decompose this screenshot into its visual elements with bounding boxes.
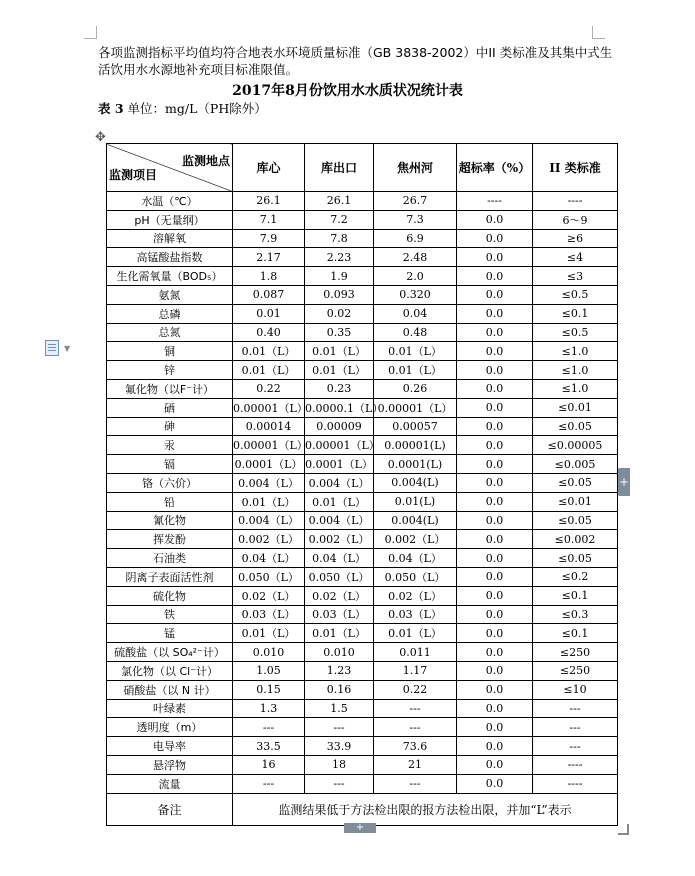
value-cell: ≤0.2: [533, 567, 618, 586]
item-cell: 硒: [107, 398, 233, 417]
value-cell: 0.0: [457, 643, 533, 662]
table-row: [107, 492, 618, 511]
value-cell: 0.01: [233, 304, 305, 323]
value-cell: 2.17: [233, 248, 305, 267]
value-cell: ≤0.1: [533, 304, 618, 323]
item-cell: 氨氮: [107, 285, 233, 304]
value-cell: 2.48: [374, 248, 457, 267]
value-cell: 0.0: [457, 699, 533, 718]
value-cell: 0.0: [457, 530, 533, 549]
item-cell: 水温（℃）: [107, 192, 233, 211]
value-cell: 0.26: [374, 379, 457, 398]
table-row: [107, 774, 618, 793]
item-cell: 悬浮物: [107, 755, 233, 774]
table-row: [107, 586, 618, 605]
item-cell: 铜: [107, 342, 233, 361]
item-cell: 砷: [107, 417, 233, 436]
table-row: [107, 473, 618, 492]
value-cell: 0.01（L）: [374, 361, 457, 380]
site-header-label: 监测地点: [181, 154, 230, 168]
value-cell: 0.03（L）: [233, 605, 305, 624]
value-cell: 0.01（L）: [233, 624, 305, 643]
caption-unit: 单位：mg/L（PH除外）: [127, 101, 267, 116]
value-cell: ----: [533, 192, 618, 211]
value-cell: 0.00001(L): [374, 436, 457, 455]
value-cell: 26.1: [233, 192, 305, 211]
value-cell: 0.0: [457, 267, 533, 286]
table-row: [107, 210, 618, 229]
caption-label: 表 3: [98, 101, 124, 116]
add-row-icon[interactable]: +: [344, 823, 376, 833]
table-row: [107, 248, 618, 267]
item-cell: 流量: [107, 774, 233, 793]
item-cell: 挥发酚: [107, 530, 233, 549]
item-cell: pH（无量纲）: [107, 210, 233, 229]
value-cell: 0.0001(L): [374, 455, 457, 474]
value-cell: 0.0: [457, 586, 533, 605]
item-cell: 硫酸盐（以 SO₄²⁻计）: [107, 643, 233, 662]
value-cell: 0.00001（L）: [233, 398, 305, 417]
value-cell: 1.23: [305, 661, 374, 680]
value-cell: 0.02（L）: [374, 586, 457, 605]
item-cell: 硫化物: [107, 586, 233, 605]
value-cell: 0.0: [457, 549, 533, 568]
value-cell: 1.17: [374, 661, 457, 680]
value-cell: 0.01（L）: [305, 361, 374, 380]
table-row: [107, 379, 618, 398]
value-cell: 0.00009: [305, 417, 374, 436]
table-row: [107, 755, 618, 774]
value-cell: 0.0: [457, 398, 533, 417]
table-row: [107, 267, 618, 286]
value-cell: 0.01（L）: [305, 492, 374, 511]
value-cell: 1.9: [305, 267, 374, 286]
value-cell: 0.0: [457, 473, 533, 492]
value-cell: ≤10: [533, 680, 618, 699]
value-cell: 0.01（L）: [374, 342, 457, 361]
value-cell: ---: [305, 774, 374, 793]
value-cell: ---: [533, 718, 618, 737]
value-cell: ----: [533, 755, 618, 774]
table-row: [107, 304, 618, 323]
value-cell: 7.1: [233, 210, 305, 229]
value-cell: 0.23: [305, 379, 374, 398]
value-cell: 0.02（L）: [305, 586, 374, 605]
value-cell: 0.002（L）: [374, 530, 457, 549]
value-cell: ----: [533, 774, 618, 793]
value-cell: 7.8: [305, 229, 374, 248]
value-cell: ≤0.005: [533, 455, 618, 474]
table-row: [107, 680, 618, 699]
value-cell: 0.004（L）: [305, 511, 374, 530]
value-cell: 0.03（L）: [305, 605, 374, 624]
value-cell: 0.0: [457, 379, 533, 398]
value-cell: ≤0.002: [533, 530, 618, 549]
value-cell: 73.6: [374, 737, 457, 756]
value-cell: 33.5: [233, 737, 305, 756]
value-cell: 16: [233, 755, 305, 774]
value-cell: ---: [533, 737, 618, 756]
note-text: 监测结果低于方法检出限的报方法检出限，并加“L”表示: [233, 793, 618, 825]
item-cell: 阴离子表面活性剂: [107, 567, 233, 586]
value-cell: 0.0: [457, 323, 533, 342]
item-cell: 总磷: [107, 304, 233, 323]
value-cell: 0.0: [457, 436, 533, 455]
value-cell: 0.04（L）: [305, 549, 374, 568]
value-cell: 0.002（L）: [233, 530, 305, 549]
value-cell: ≤0.5: [533, 285, 618, 304]
value-cell: ≤0.00005: [533, 436, 618, 455]
value-cell: ≤0.05: [533, 549, 618, 568]
value-cell: 0.00001（L）: [233, 436, 305, 455]
value-cell: 0.22: [374, 680, 457, 699]
table-row: [107, 605, 618, 624]
value-cell: 0.0: [457, 755, 533, 774]
value-cell: 1.5: [305, 699, 374, 718]
value-cell: 0.320: [374, 285, 457, 304]
value-cell: ---: [374, 718, 457, 737]
value-cell: 0.004（L）: [233, 511, 305, 530]
value-cell: 0.0: [457, 605, 533, 624]
value-cell: 0.01（L）: [233, 492, 305, 511]
table-row: [107, 361, 618, 380]
chevron-down-icon[interactable]: ▼: [64, 344, 71, 353]
value-cell: 0.0: [457, 661, 533, 680]
value-cell: ≤0.1: [533, 586, 618, 605]
table-header-row: [107, 144, 618, 192]
table-row: [107, 699, 618, 718]
item-cell: 氯化物（以 Cl⁻计）: [107, 661, 233, 680]
value-cell: ≤0.05: [533, 473, 618, 492]
item-cell: 汞: [107, 436, 233, 455]
value-cell: 0.0: [457, 361, 533, 380]
table-row: [107, 455, 618, 474]
value-cell: ≤1.0: [533, 379, 618, 398]
column-header: 焦州河: [374, 144, 457, 192]
value-cell: 0.15: [233, 680, 305, 699]
value-cell: 0.0001（L）: [305, 455, 374, 474]
value-cell: 0.010: [305, 643, 374, 662]
value-cell: 0.0: [457, 492, 533, 511]
value-cell: ≤250: [533, 661, 618, 680]
value-cell: 6.9: [374, 229, 457, 248]
value-cell: 0.004（L）: [305, 473, 374, 492]
value-cell: ---: [533, 699, 618, 718]
item-header-label: 监测项目: [109, 168, 158, 182]
table-row: [107, 285, 618, 304]
value-cell: 7.9: [233, 229, 305, 248]
value-cell: 0.01（L）: [233, 342, 305, 361]
value-cell: 0.0: [457, 210, 533, 229]
value-cell: ≤0.01: [533, 492, 618, 511]
value-cell: 33.9: [305, 737, 374, 756]
value-cell: 0.00001（L）: [374, 398, 457, 417]
value-cell: ---: [374, 699, 457, 718]
item-cell: 铁: [107, 605, 233, 624]
value-cell: ---: [374, 774, 457, 793]
table-row: [107, 718, 618, 737]
value-cell: 7.2: [305, 210, 374, 229]
value-cell: 0.04（L）: [374, 549, 457, 568]
value-cell: 0.01(L): [374, 492, 457, 511]
value-cell: 0.00001（L）: [305, 436, 374, 455]
item-cell: 镉: [107, 455, 233, 474]
table-caption: [98, 99, 267, 117]
value-cell: 0.004（L）: [233, 473, 305, 492]
value-cell: 0.093: [305, 285, 374, 304]
table-row: [107, 643, 618, 662]
item-cell: 生化需氧量（BOD₅）: [107, 267, 233, 286]
table-row: [107, 342, 618, 361]
value-cell: 0.050（L）: [374, 567, 457, 586]
value-cell: 0.004(L): [374, 511, 457, 530]
value-cell: ≥6: [533, 229, 618, 248]
value-cell: 0.0: [457, 774, 533, 793]
table-row: [107, 229, 618, 248]
item-cell: 铬（六价）: [107, 473, 233, 492]
table-row: [107, 417, 618, 436]
value-cell: ---: [233, 718, 305, 737]
value-cell: 0.0: [457, 417, 533, 436]
value-cell: 26.7: [374, 192, 457, 211]
value-cell: 0.0: [457, 248, 533, 267]
column-header: 超标率（%）: [457, 144, 533, 192]
table-row: [107, 567, 618, 586]
value-cell: 0.0: [457, 229, 533, 248]
item-cell: 锌: [107, 361, 233, 380]
value-cell: 0.011: [374, 643, 457, 662]
value-cell: 0.04（L）: [233, 549, 305, 568]
diagonal-header-cell: [107, 144, 233, 192]
column-header: II 类标准: [533, 144, 618, 192]
value-cell: ≤0.3: [533, 605, 618, 624]
value-cell: 21: [374, 755, 457, 774]
value-cell: ---: [233, 774, 305, 793]
value-cell: ≤0.05: [533, 417, 618, 436]
value-cell: ≤0.5: [533, 323, 618, 342]
value-cell: 0.010: [233, 643, 305, 662]
value-cell: 0.01（L）: [233, 361, 305, 380]
value-cell: 0.01（L）: [305, 624, 374, 643]
value-cell: 0.48: [374, 323, 457, 342]
table-row: [107, 624, 618, 643]
value-cell: 0.02: [305, 304, 374, 323]
value-cell: 0.0: [457, 718, 533, 737]
value-cell: 0.35: [305, 323, 374, 342]
value-cell: 0.01（L）: [305, 342, 374, 361]
value-cell: 0.087: [233, 285, 305, 304]
value-cell: 0.00057: [374, 417, 457, 436]
value-cell: ≤0.01: [533, 398, 618, 417]
table-row: [107, 436, 618, 455]
value-cell: 0.02（L）: [233, 586, 305, 605]
value-cell: 0.050（L）: [305, 567, 374, 586]
value-cell: 1.3: [233, 699, 305, 718]
value-cell: 26.1: [305, 192, 374, 211]
table-row: [107, 511, 618, 530]
value-cell: 0.0: [457, 737, 533, 756]
column-header: 库出口: [305, 144, 374, 192]
value-cell: ---: [305, 718, 374, 737]
value-cell: ≤1.0: [533, 361, 618, 380]
value-cell: 0.0: [457, 567, 533, 586]
value-cell: 1.05: [233, 661, 305, 680]
table-row: [107, 192, 618, 211]
value-cell: 2.0: [374, 267, 457, 286]
value-cell: 0.004(L): [374, 473, 457, 492]
value-cell: ≤250: [533, 643, 618, 662]
table-move-icon[interactable]: ✥: [95, 130, 106, 145]
table-row: [107, 398, 618, 417]
note-row: [107, 793, 618, 825]
water-quality-table: [106, 143, 618, 826]
value-cell: 0.0: [457, 455, 533, 474]
value-cell: 1.8: [233, 267, 305, 286]
intro-paragraph: 各项监测指标平均值均符合地表水环境质量标准（GB 3838-2002）中II 类标准及其集中式生活饮用水水源地补充项目标准限值。: [98, 45, 613, 77]
value-cell: 0.002（L）: [305, 530, 374, 549]
value-cell: 0.0000.1（L）: [305, 398, 374, 417]
value-cell: 0.40: [233, 323, 305, 342]
table-row: [107, 549, 618, 568]
value-cell: 0.00014: [233, 417, 305, 436]
value-cell: 7.3: [374, 210, 457, 229]
table-row: [107, 661, 618, 680]
item-cell: 氰化物: [107, 511, 233, 530]
value-cell: ≤4: [533, 248, 618, 267]
value-cell: 0.0: [457, 624, 533, 643]
value-cell: 2.23: [305, 248, 374, 267]
item-cell: 高锰酸盐指数: [107, 248, 233, 267]
item-cell: 溶解氧: [107, 229, 233, 248]
value-cell: 0.16: [305, 680, 374, 699]
value-cell: ----: [457, 192, 533, 211]
item-cell: 电导率: [107, 737, 233, 756]
value-cell: 0.0: [457, 511, 533, 530]
item-cell: 透明度（m）: [107, 718, 233, 737]
add-column-icon[interactable]: +: [618, 468, 630, 496]
item-cell: 氟化物（以F⁻计）: [107, 379, 233, 398]
crop-mark-top-right: [592, 26, 605, 39]
value-cell: 0.04: [374, 304, 457, 323]
note-label: 备注: [107, 793, 233, 825]
value-cell: ≤0.1: [533, 624, 618, 643]
crop-mark-top-left: [84, 26, 97, 39]
resize-icon[interactable]: [618, 824, 629, 835]
value-cell: ≤3: [533, 267, 618, 286]
value-cell: 18: [305, 755, 374, 774]
item-cell: 铅: [107, 492, 233, 511]
table-row: [107, 737, 618, 756]
value-cell: ≤1.0: [533, 342, 618, 361]
value-cell: 0.01（L）: [374, 624, 457, 643]
value-cell: 0.0001（L）: [233, 455, 305, 474]
item-cell: 硝酸盐（以 N 计）: [107, 680, 233, 699]
item-cell: 石油类: [107, 549, 233, 568]
value-cell: ≤0.05: [533, 511, 618, 530]
table-row: [107, 323, 618, 342]
item-cell: 锰: [107, 624, 233, 643]
value-cell: 0.03（L）: [374, 605, 457, 624]
value-cell: 0.0: [457, 285, 533, 304]
value-cell: 0.22: [233, 379, 305, 398]
value-cell: 6～9: [533, 210, 618, 229]
column-header: 库心: [233, 144, 305, 192]
item-cell: 叶绿素: [107, 699, 233, 718]
value-cell: 0.0: [457, 342, 533, 361]
value-cell: 0.0: [457, 304, 533, 323]
value-cell: 0.0: [457, 680, 533, 699]
table-row: [107, 530, 618, 549]
table-title: 2017年8月份饮用水水质状况统计表: [232, 83, 463, 99]
item-cell: 总氮: [107, 323, 233, 342]
document-icon[interactable]: [45, 340, 59, 356]
value-cell: 0.050（L）: [233, 567, 305, 586]
